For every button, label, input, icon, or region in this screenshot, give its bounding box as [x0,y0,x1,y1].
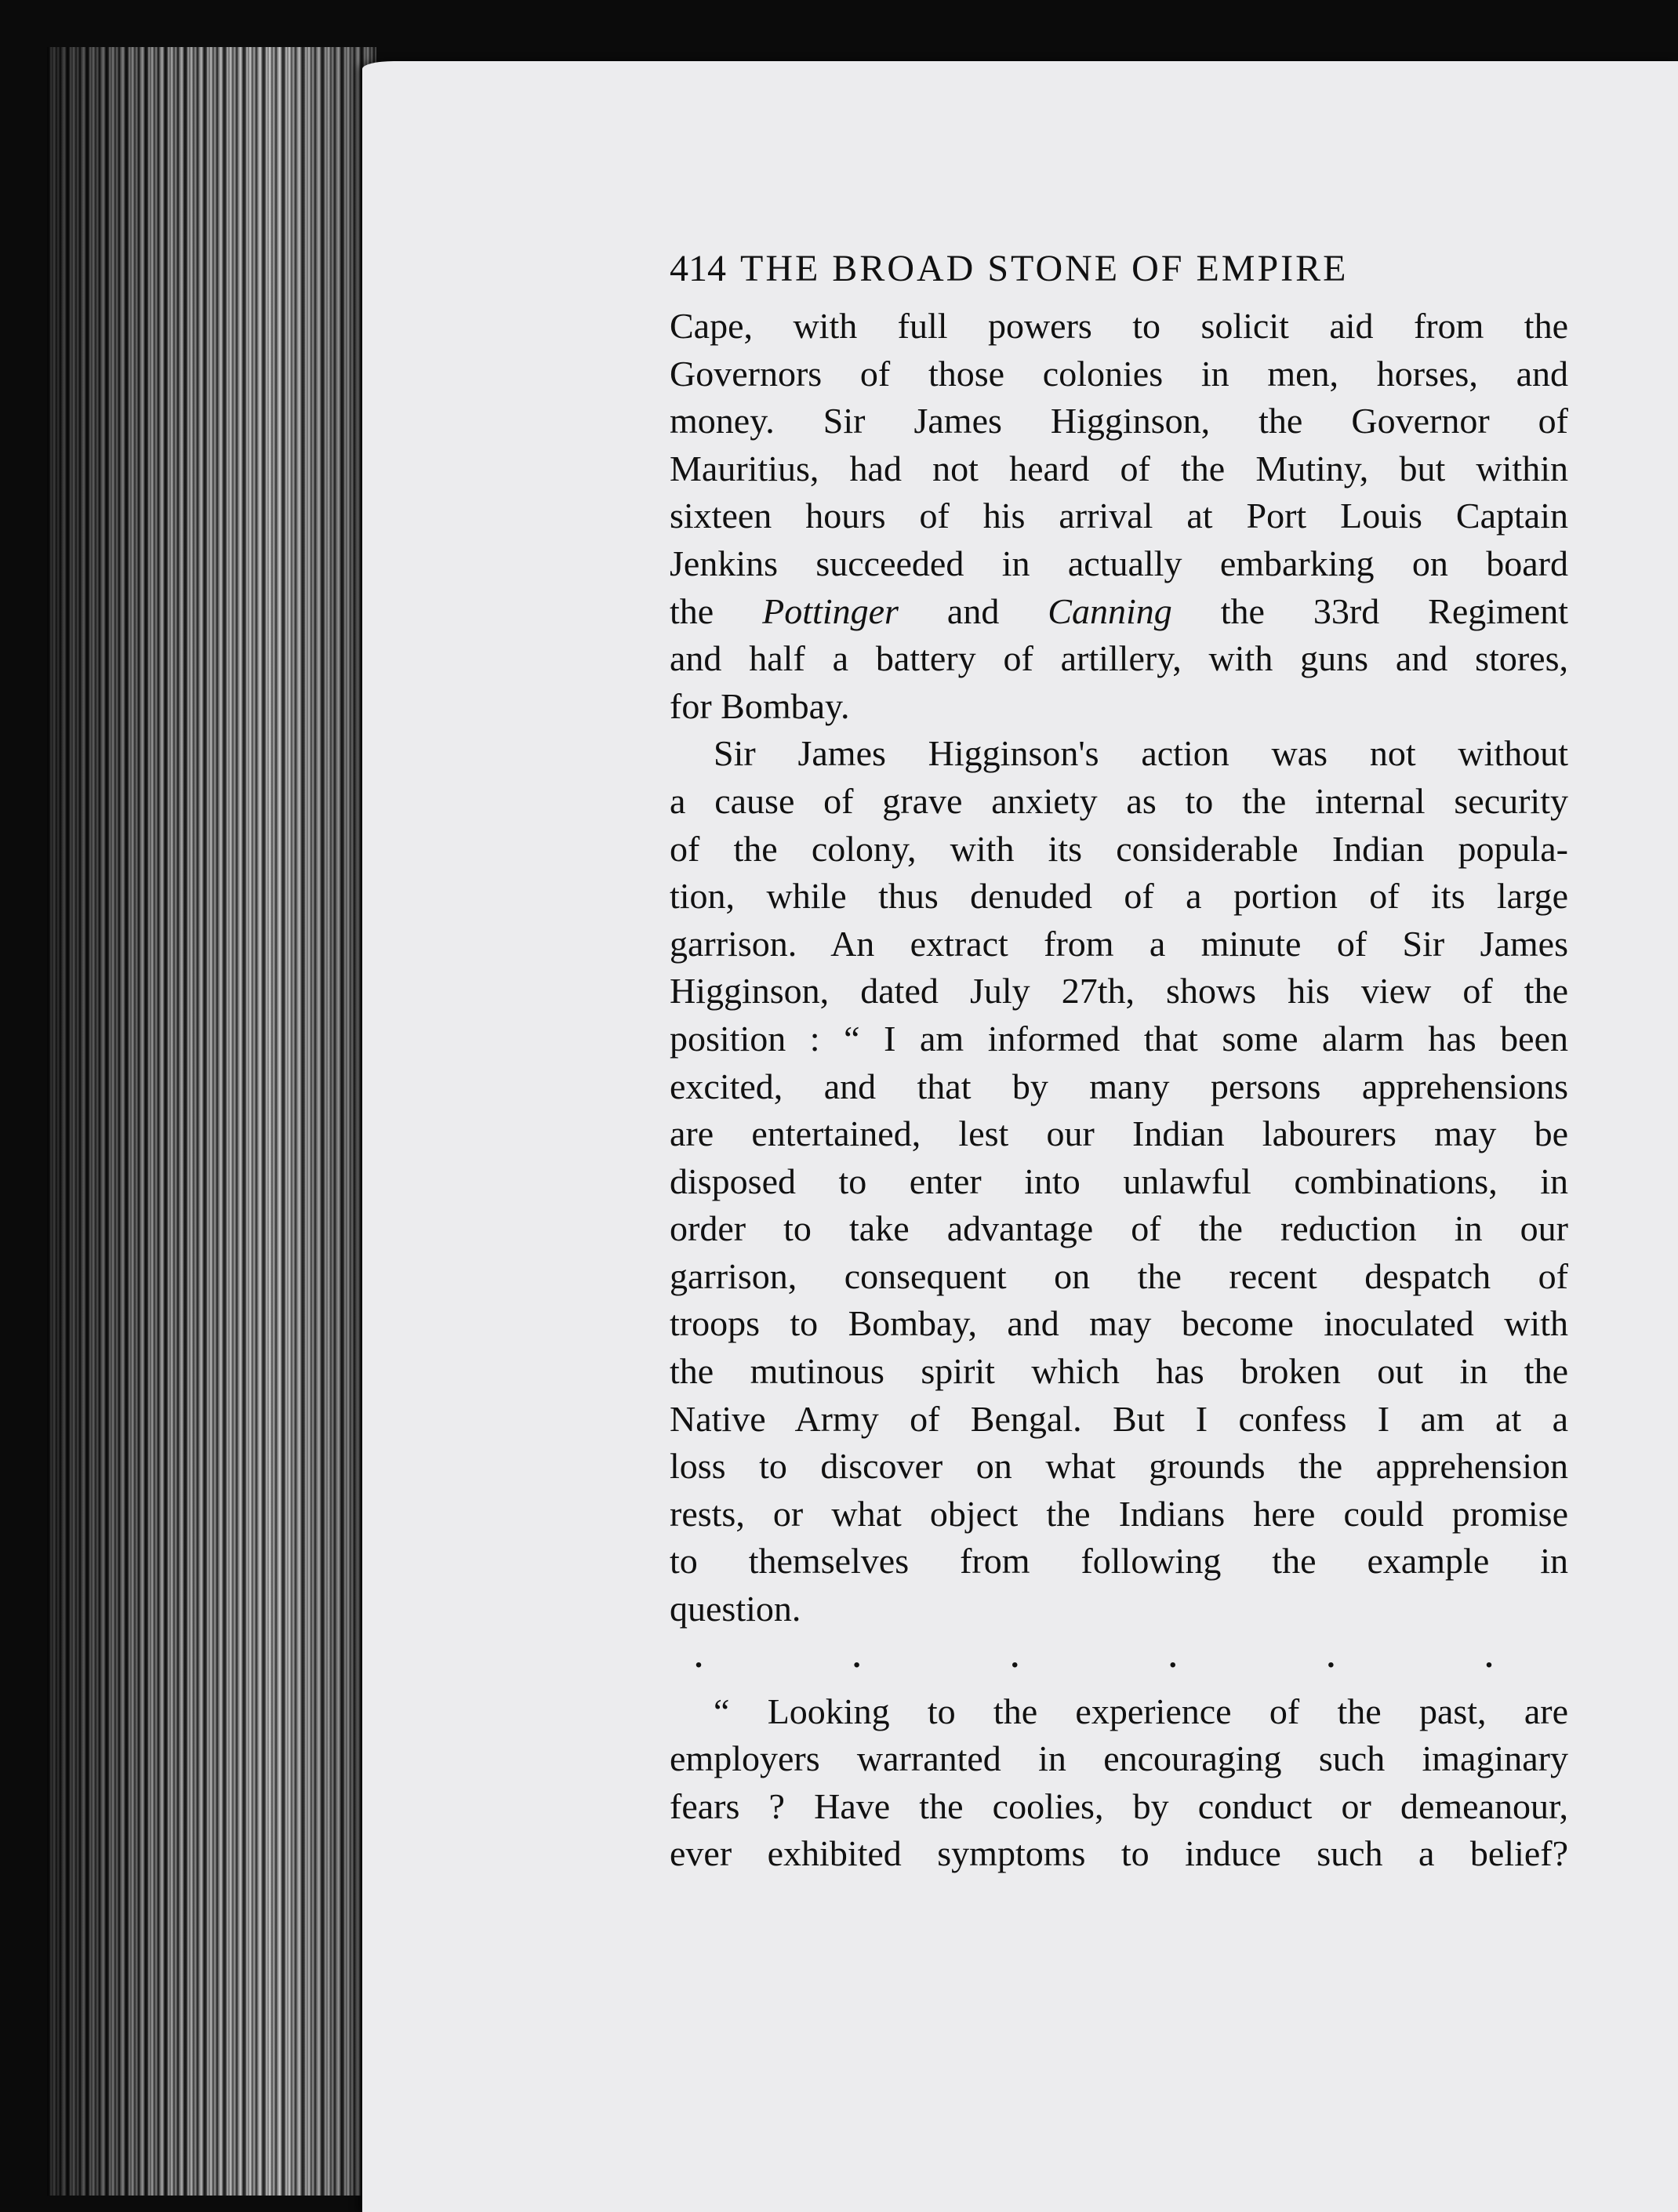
ellipsis-dot: . [695,1638,703,1674]
text-line: for Bombay. [670,685,850,726]
text-fragment: the [670,590,763,631]
text-line: position : “ I am informed that some alarm has been [670,1018,1568,1059]
text-line: the mutinous spirit which has broken out in the [670,1351,1568,1392]
text-line: garrison. An extract from a minute of Sir James [670,923,1568,964]
text-line: and half a battery of artillery, with guns and stores, [670,638,1568,679]
text-line: troops to Bombay, and may become inoculated with [670,1303,1568,1344]
text-line: Jenkins succeeded in actually embarking on board [670,543,1568,583]
text-line: sixteen hours of his arrival at Port Louis Captain [670,496,1568,536]
text-line: to themselves from following the example in [670,1541,1568,1582]
text-line: fears ? Have the coolies, by conduct or demeanour, [670,1785,1568,1826]
text-line: loss to discover on what grounds the apprehension [670,1446,1568,1487]
ellipsis-dots [670,1633,1568,1688]
text-line: Sir James Higginson's action was not without [714,733,1568,774]
text-fragment: and [898,590,1048,631]
ellipsis-dot: . [1484,1638,1493,1674]
text-line: excited, and that by many persons apprehensions [670,1066,1568,1106]
text-line: employers warranted in encouraging such imaginary [670,1738,1568,1779]
ship-name-canning: Canning [1048,590,1172,631]
text-line: disposed to enter into unlawful combinations, in [670,1160,1568,1201]
text-line-ship-names [670,588,1568,636]
running-head [670,235,1568,303]
text-line: order to take advantage of the reduction in our [670,1208,1568,1249]
ellipsis-dot: . [1168,1638,1177,1674]
text-block [670,235,1568,1878]
text-fragment: the 33rd Regiment [1171,590,1568,631]
ellipsis-dot: . [1011,1638,1019,1674]
page-sheet [362,61,1678,2212]
book-page-edges [47,47,376,2196]
text-line: of the colony, with its considerable Indian popula- [670,828,1568,869]
text-line: rests, or what object the Indians here could promise [670,1493,1568,1534]
text-line: Governors of those colonies in men, horses, and [670,353,1568,394]
ellipsis-dot: . [852,1638,861,1674]
page-number: 414 [670,248,726,289]
text-line: Higginson, dated July 27th, shows his view of the [670,971,1568,1012]
paragraph-1 [670,303,1568,730]
text-line: “ Looking to the experience of the past, are [714,1691,1568,1731]
text-line: money. Sir James Higginson, the Governor of [670,401,1568,441]
ship-name-pottinger: Pottinger [762,590,899,631]
text-line: a cause of grave anxiety as to the internal security [670,780,1568,821]
paragraph-2 [670,730,1568,1633]
running-title: THE BROAD STONE OF EMPIRE [740,248,1349,289]
text-line: Mauritius, had not heard of the Mutiny, but within [670,448,1568,489]
paragraph-3 [670,1688,1568,1878]
text-line: tion, while thus denuded of a portion of its large [670,876,1568,917]
text-line: ever exhibited symptoms to induce such a belief? [670,1833,1568,1874]
ellipsis-dot: . [1327,1638,1335,1674]
text-line: are entertained, lest our Indian labourers may be [670,1113,1568,1154]
text-line: question. [670,1589,801,1629]
text-line: Native Army of Bengal. But I confess I am at a [670,1398,1568,1439]
text-line: Cape, with full powers to solicit aid from the [670,306,1568,346]
text-line: garrison, consequent on the recent despatch of [670,1255,1568,1296]
